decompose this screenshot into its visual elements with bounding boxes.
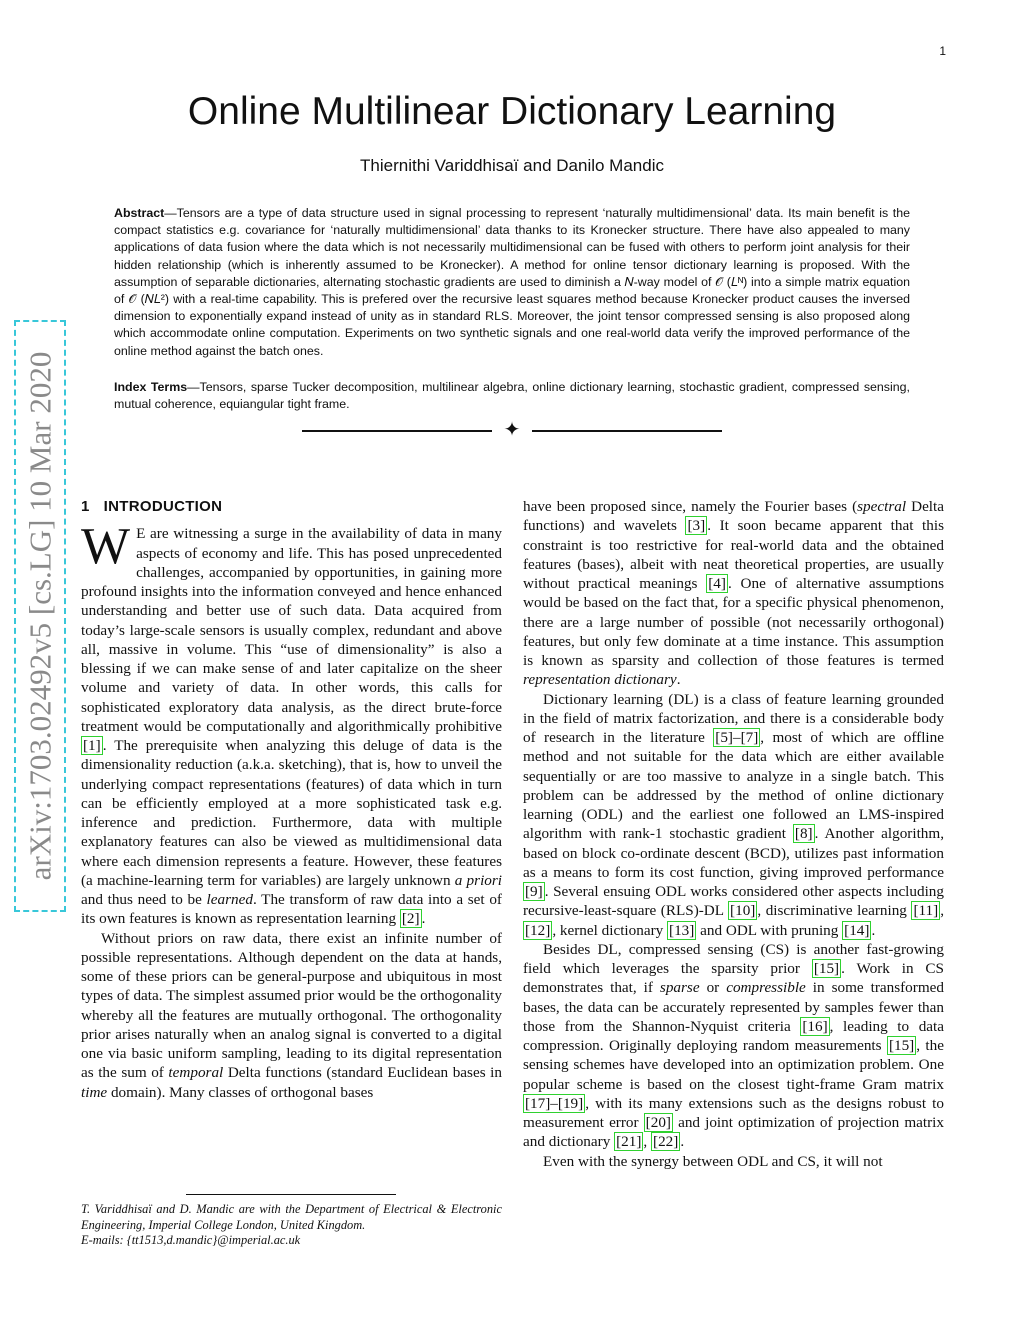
text-run: , most of which are offline method and not suitable for the data which are either available sequentially or are too massive to analyze in a single batch. This problem can be addressed by the method of online dictionary learning (ODL) and the earliest one followed an LMS-inspired algorithm with rank-1 stochastic gradient [523,729,944,843]
text-run: , discriminative learning [757,902,912,920]
intro-paragraph-1 [81,518,503,928]
section-separator [302,420,722,442]
text-run: and joint optimization of projection matrix and dictionary [523,1114,944,1151]
index-terms-label: Index Terms [114,380,188,394]
page-number: 1 [939,44,946,58]
paper-title: Online Multilinear Dictionary Learning [187,90,837,133]
citation-link[interactable]: [8] [794,825,813,843]
citation-link[interactable]: [5]–[7] [715,729,759,746]
section-heading [81,497,502,516]
emphasis: temporal [168,1064,224,1082]
citation-link[interactable]: [15] [813,960,840,977]
text-run: Besides DL, compressed sensing (CS) is another fast-growing field which leverages the sparsity prior [523,940,944,977]
abstract [114,205,910,360]
citation-link[interactable]: [21] [616,1133,642,1151]
text-run: , with its many extensions such as the designs robust to measurement error [523,1094,944,1131]
citation-link[interactable]: [9] [525,883,543,900]
text-run: . Work in CS demonstrates that, if [523,960,944,997]
dropcap: W [81,518,131,576]
text-run: in some transformed bases, the data can be accurately represented by samples fewer than those from the Shannon-Nyquist criteria [523,979,944,1035]
abstract-text: —Tensors are a type of data structure used in signal processing to represent ‘naturally multidimensional’ data. Its main benefit is the compact statistics e.g. covariance for ‘naturally multidimensional’ data thanks to its Kronecker structure. There have also appealed to many applications of data fusion where the data which is not necessarily multidimensional can be fused with others to perform joint analysis for their hidden relationship (which is inherently assumed to be Kronecker). A method for online tensor dictionary learning is proposed. With the assumption of separable dictionaries, alternating stochastic gradients are used to diminish a 𝑁-way model of 𝒪 (𝐿ᴺ) into a simple matrix equation of 𝒪 (𝑁𝐿²) with a real-time capability. This is prefered over the recursive least squares method because Kronecker product causes the inversed dimension to exponentially expand instead of unity as in standard RLS. Moreover, the joint tensor compressed sensing is also proposed along which accommodate online computation. Experiments on two synthetic signals and one real-world data verify the improved performance of the online method against the batch ones. [114,206,910,358]
arxiv-stamp[interactable] [14,320,66,912]
index-terms-text: —Tensors, sparse Tucker decomposition, multilinear algebra, online dictionary learning, stochastic gradient, compressed sensing, mutual coherence, equiangular tight frame. [114,380,910,412]
footnote-rule [186,1194,396,1195]
emphasis: spectral [857,498,907,515]
text-run: . The transform of raw data into a set of its own features is known as representation learning [81,891,502,928]
separator-diamond-icon: ✦ [503,419,521,441]
text-run: and thus need to be [81,891,207,908]
intro-paragraph-5 [523,940,944,1152]
emphasis: sparse [659,979,700,997]
text-run: , the sensing schemes have developed into an optimization problem. One popular scheme is based on the closest tight-frame Gram matrix [523,1037,944,1093]
text-run: Dictionary learning (DL) is a class of feature learning grounded in the field of matrix factorization, and there is a considerable body of research in the literature [523,690,944,746]
emphasis: a priori [454,871,503,889]
text-run: , [643,1133,652,1151]
intro-paragraph-3 [523,497,944,690]
text-run: . Another algorithm, based on block co-ordinate descent (BCD), utilizes past information as a means to form its cost function, giving improved performance [523,825,945,881]
citation-link[interactable]: [17]–[19] [525,1094,584,1112]
abstract-label: Abstract [114,206,165,220]
citation-link[interactable]: [22] [653,1133,679,1151]
text-run: . It soon became apparent that this constraint is too restrictive for real-world data and the obtained features (bases), albeit with neat theoretical properties, are usually without practical meanings [523,517,944,592]
footnote [81,1202,502,1249]
emphasis: compressible [726,979,806,997]
citation-link[interactable]: [3] [687,517,706,535]
index-terms [114,379,910,413]
citation-link[interactable]: [13] [669,921,695,939]
section-number: 1 [81,498,90,515]
citation-link[interactable]: [2] [401,910,420,928]
citation-link[interactable]: [20] [645,1114,671,1131]
citation-link[interactable]: [15] [888,1037,915,1054]
emphasis: learned [206,891,253,908]
text-run: Without priors on raw data, there exist an infinite number of possible representations. Although dependent on the data at hands, some of these priors can be general-purpose and ubiquitous in most types of data. The simplest assumed prior would be the orthogonality whereby all the features are mutually orthogonal. The orthogonality prior arises naturally when an analog signal is converted to a digital one via basic uniform sampling, leading to its digital representation as the sum of [81,929,502,1082]
citation-link[interactable]: [16] [802,1017,828,1035]
footnote-emails: E-mails: {tt1513,d.mandic}@imperial.ac.uk [81,1233,301,1247]
separator-line-left [302,430,492,432]
text-run: or [699,979,727,997]
arxiv-id: arXiv:1703.02492v5 [cs.LG] 10 Mar 2020 [22,351,58,881]
text-run: Delta functions (standard Euclidean bases in [223,1064,502,1082]
text-run: . [421,910,426,928]
text-run: , [940,902,944,920]
citation-link[interactable]: [11] [913,902,939,920]
intro-paragraph-2 [81,929,502,1102]
text-run: domain). Many classes of orthogonal bases [107,1083,374,1101]
text-run: and ODL with pruning [696,921,843,939]
separator-line-right [532,430,722,432]
footnote-affiliation: T. Variddhisaï and D. Mandic are with the Department of Electrical & Electronic Engineering, Imperial College London, United Kingdom. [81,1202,502,1232]
text-run: . Several ensuing ODL works considered other aspects including recursive-least-square (RLS)-DL [523,883,944,920]
text-run: . [680,1133,685,1151]
citation-link[interactable]: [1] [83,737,101,754]
citation-link[interactable]: [14] [844,921,870,939]
citation-link[interactable]: [4] [708,575,726,592]
citation-link[interactable]: [12] [525,921,551,939]
emphasis: time [81,1083,108,1101]
right-column [523,497,944,1171]
text-run: E are witnessing a surge in the availability of data in many aspects of economy and life. This has posed unprecedented challenges, accompanied by opportunities, in gaining more profound insights into the information conveyed and hence enhanced understanding and better use of such data. Data acquired from today’s large-scale sensors is usually complex, redundant and above all, massive in volume. This “use of dimensionality” is also a blessing if we can make sense of and later capitalize on the sheer volume and variety of data. In other words, this calls for sophisticated exploratory data analysis, as the direct brute-force treatment would be computationally and algorithmically prohibitive [81,525,502,735]
text-run: . [676,671,681,689]
intro-paragraph-4 [523,690,944,940]
text-run: have been proposed since, namely the Fourier bases ( [523,498,858,515]
citation-link[interactable]: [10] [730,902,756,920]
text-run: . [871,921,876,939]
text-run: . The prerequisite when analyzing this deluge of data is the dimensionality reduction (a.k.a. sketching), that is, how to unveil the underlying compact representations (features) of data which in turn can be efficiently employed at a more sophisticated task e.g. inference and prediction. Furthermore, data with multiple explanatory features can also be viewed as multidimensional data where each dimension represents a feature. However, these features (a machine-learning term for variables) are largely unknown [81,737,502,889]
left-column [81,495,502,1102]
intro-paragraph-6: Even with the synergy between ODL and CS, it will not [543,1152,883,1170]
section-title: INTRODUCTION [103,498,223,515]
text-run: . One of alternative assumptions would be based on the fact that, for a specific physical phenomenon, there are a large number of possible (not necessarily orthogonal) features, but only few dominate at a time instance. This assumption is known as sparsity and collection of those features is termed [523,575,945,669]
authors: Thiernithi Variddhisaï and Danilo Mandic [360,156,664,175]
text-run: , leading to data compression. Originally deploying random measurements [523,1017,944,1054]
emphasis: representation dictionary [523,671,677,689]
text-run: , kernel dictionary [552,921,668,939]
text-run: Delta functions) and wavelets [523,498,944,535]
